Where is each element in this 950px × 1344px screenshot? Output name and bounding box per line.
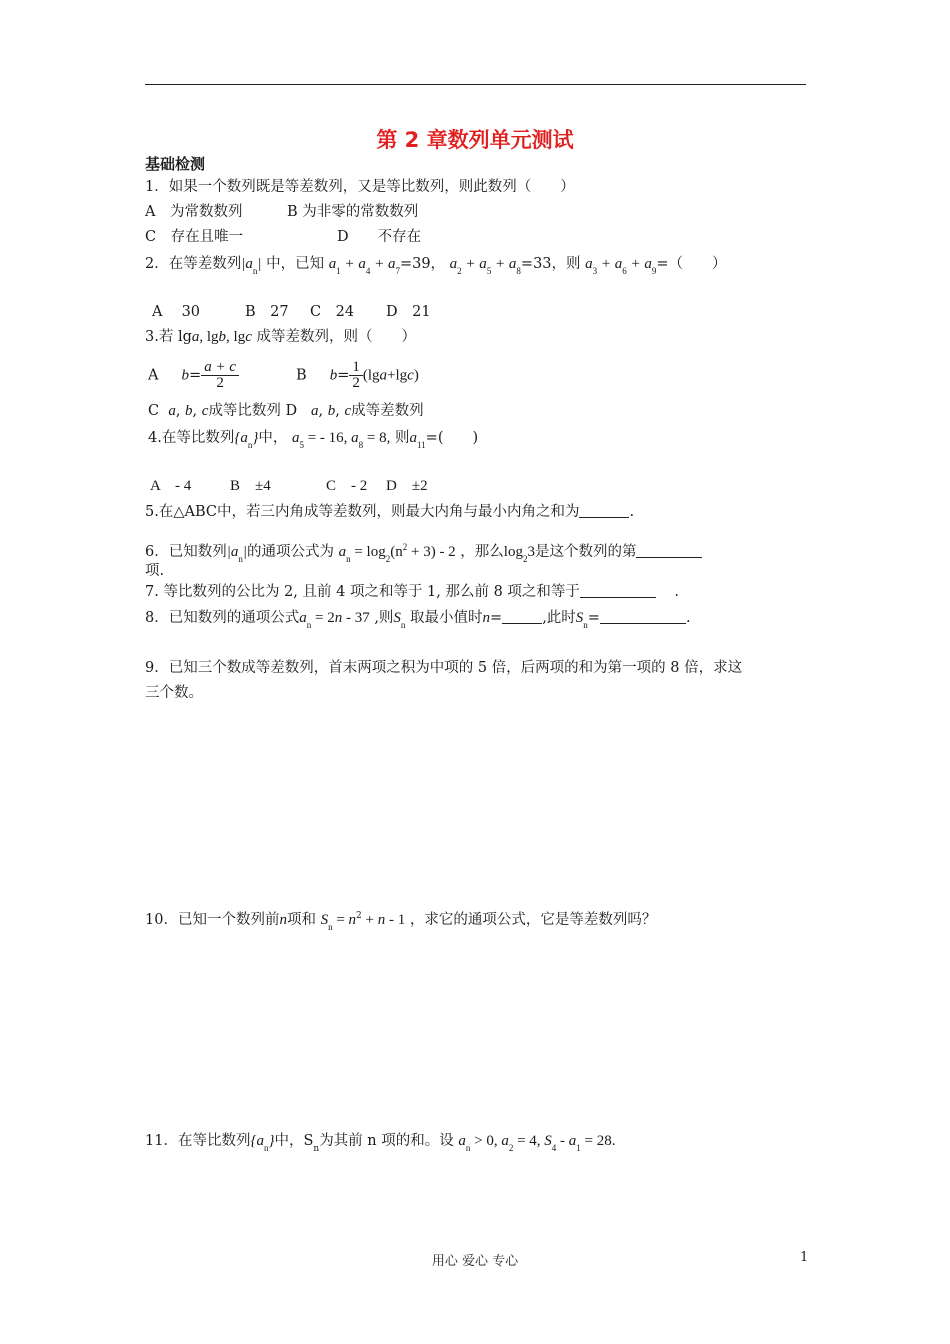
q2-pre: 2．在等差数列 [145,256,242,272]
q4-option-d: D ±2 [386,478,428,494]
q4-option-a: A - 4 [150,478,192,494]
q2-v2: =33，则 [520,256,581,272]
q9-line1: 9．已知三个数成等差数列，首末两项之积为中项的 5 倍，后两项的和为第一项的 8 倍，求这 [145,660,743,676]
q1-option-d: D 不存在 [337,229,422,245]
q2-v1: =39， [399,256,446,272]
q9-line2: 三个数。 [145,685,203,701]
q2-option-d: D 21 [386,304,431,320]
q2-stem: 2．在等差数列$|a_n|$ 中，已知 $a_1 + a_4 + a_7=39$， $a_2 + a_5 + a_8=33$，则 $a_3 + a_6 + a_9=$（ ） [145,256,727,276]
q2-option-c: C 24 [310,304,355,320]
q3-option-cd: C a, b, c成等比数列 D a, b, c成等差数列 [148,403,424,419]
q2-end: =（ ） [656,256,727,272]
q8-stem: 8．已知数列的通项公式$a_n = 2n - 37$ ,则$S_n$ 取最小值时n= ,此时$S_n=$ . [145,610,691,630]
q3-option-b: B b= $\frac{1}{2}$ (lga+lgc) [296,359,419,391]
q5-stem: 5.在△ABC中，若三内角成等差数列，则最大内角与最小内角之和为 . [145,504,635,520]
q1-option-c: C 存在且唯一 [145,229,244,245]
header-rule [145,84,806,85]
q2-option-a: A 30 [152,304,201,320]
q2-mid: 中，已知 [266,256,325,272]
section-heading: 基础检测 [145,155,206,173]
q4-stem: 4.在等比数列$\{a_n\}$中， $a_5$ = - 16, $a_8 = 8$, 则$a_{11}=$( ) [148,430,479,450]
q7-stem: 7. 等比数列的公比为 2, 且前 4 项之和等于 1, 那么前 8 项之和等于 . [145,584,679,600]
q3-option-a: A b= $\frac{a + c}{2}$ [148,360,239,391]
page-number: 1 [800,1250,809,1265]
page-footer: 用心 爱心 专心 [431,1254,519,1269]
q1-stem: 1．如果一个数列既是等差数列，又是等比数列，则此数列（ ） [145,179,575,195]
q10-stem: 10．已知一个数列前n项和 $S_n = n^2 + n - 1$ ，求它的通项公式，它是等差数列吗？ [145,911,657,932]
q2-option-b: B 27 [245,304,289,320]
q11-stem: 11．在等比数列$\{a_n\}$中，$S_n$为其前 n 项的和。设 $a_n > 0$, $a_2 = 4$, $S_4 - a_1 = 28$. [145,1133,616,1154]
q3-stem: 3.若 lga, lgb, lgc 成等差数列，则（ ） [145,329,416,345]
q4-option-c: C - 2 [326,478,368,494]
page-title: 第 2 章数列单元测试 [376,128,574,152]
q6-tail: 项. [145,563,165,579]
q4-option-b: B ±4 [230,478,271,494]
q1-option-b: B 为非零的常数数列 [287,204,419,220]
q1-option-a: A 为常数数列 [145,204,243,220]
q6-stem: 6．已知数列$|a_n|$的通项公式为 $a_n = \log_2(n^2 + 3) - 2$ ，那么$\log_23$是这个数列的第 [145,537,702,569]
